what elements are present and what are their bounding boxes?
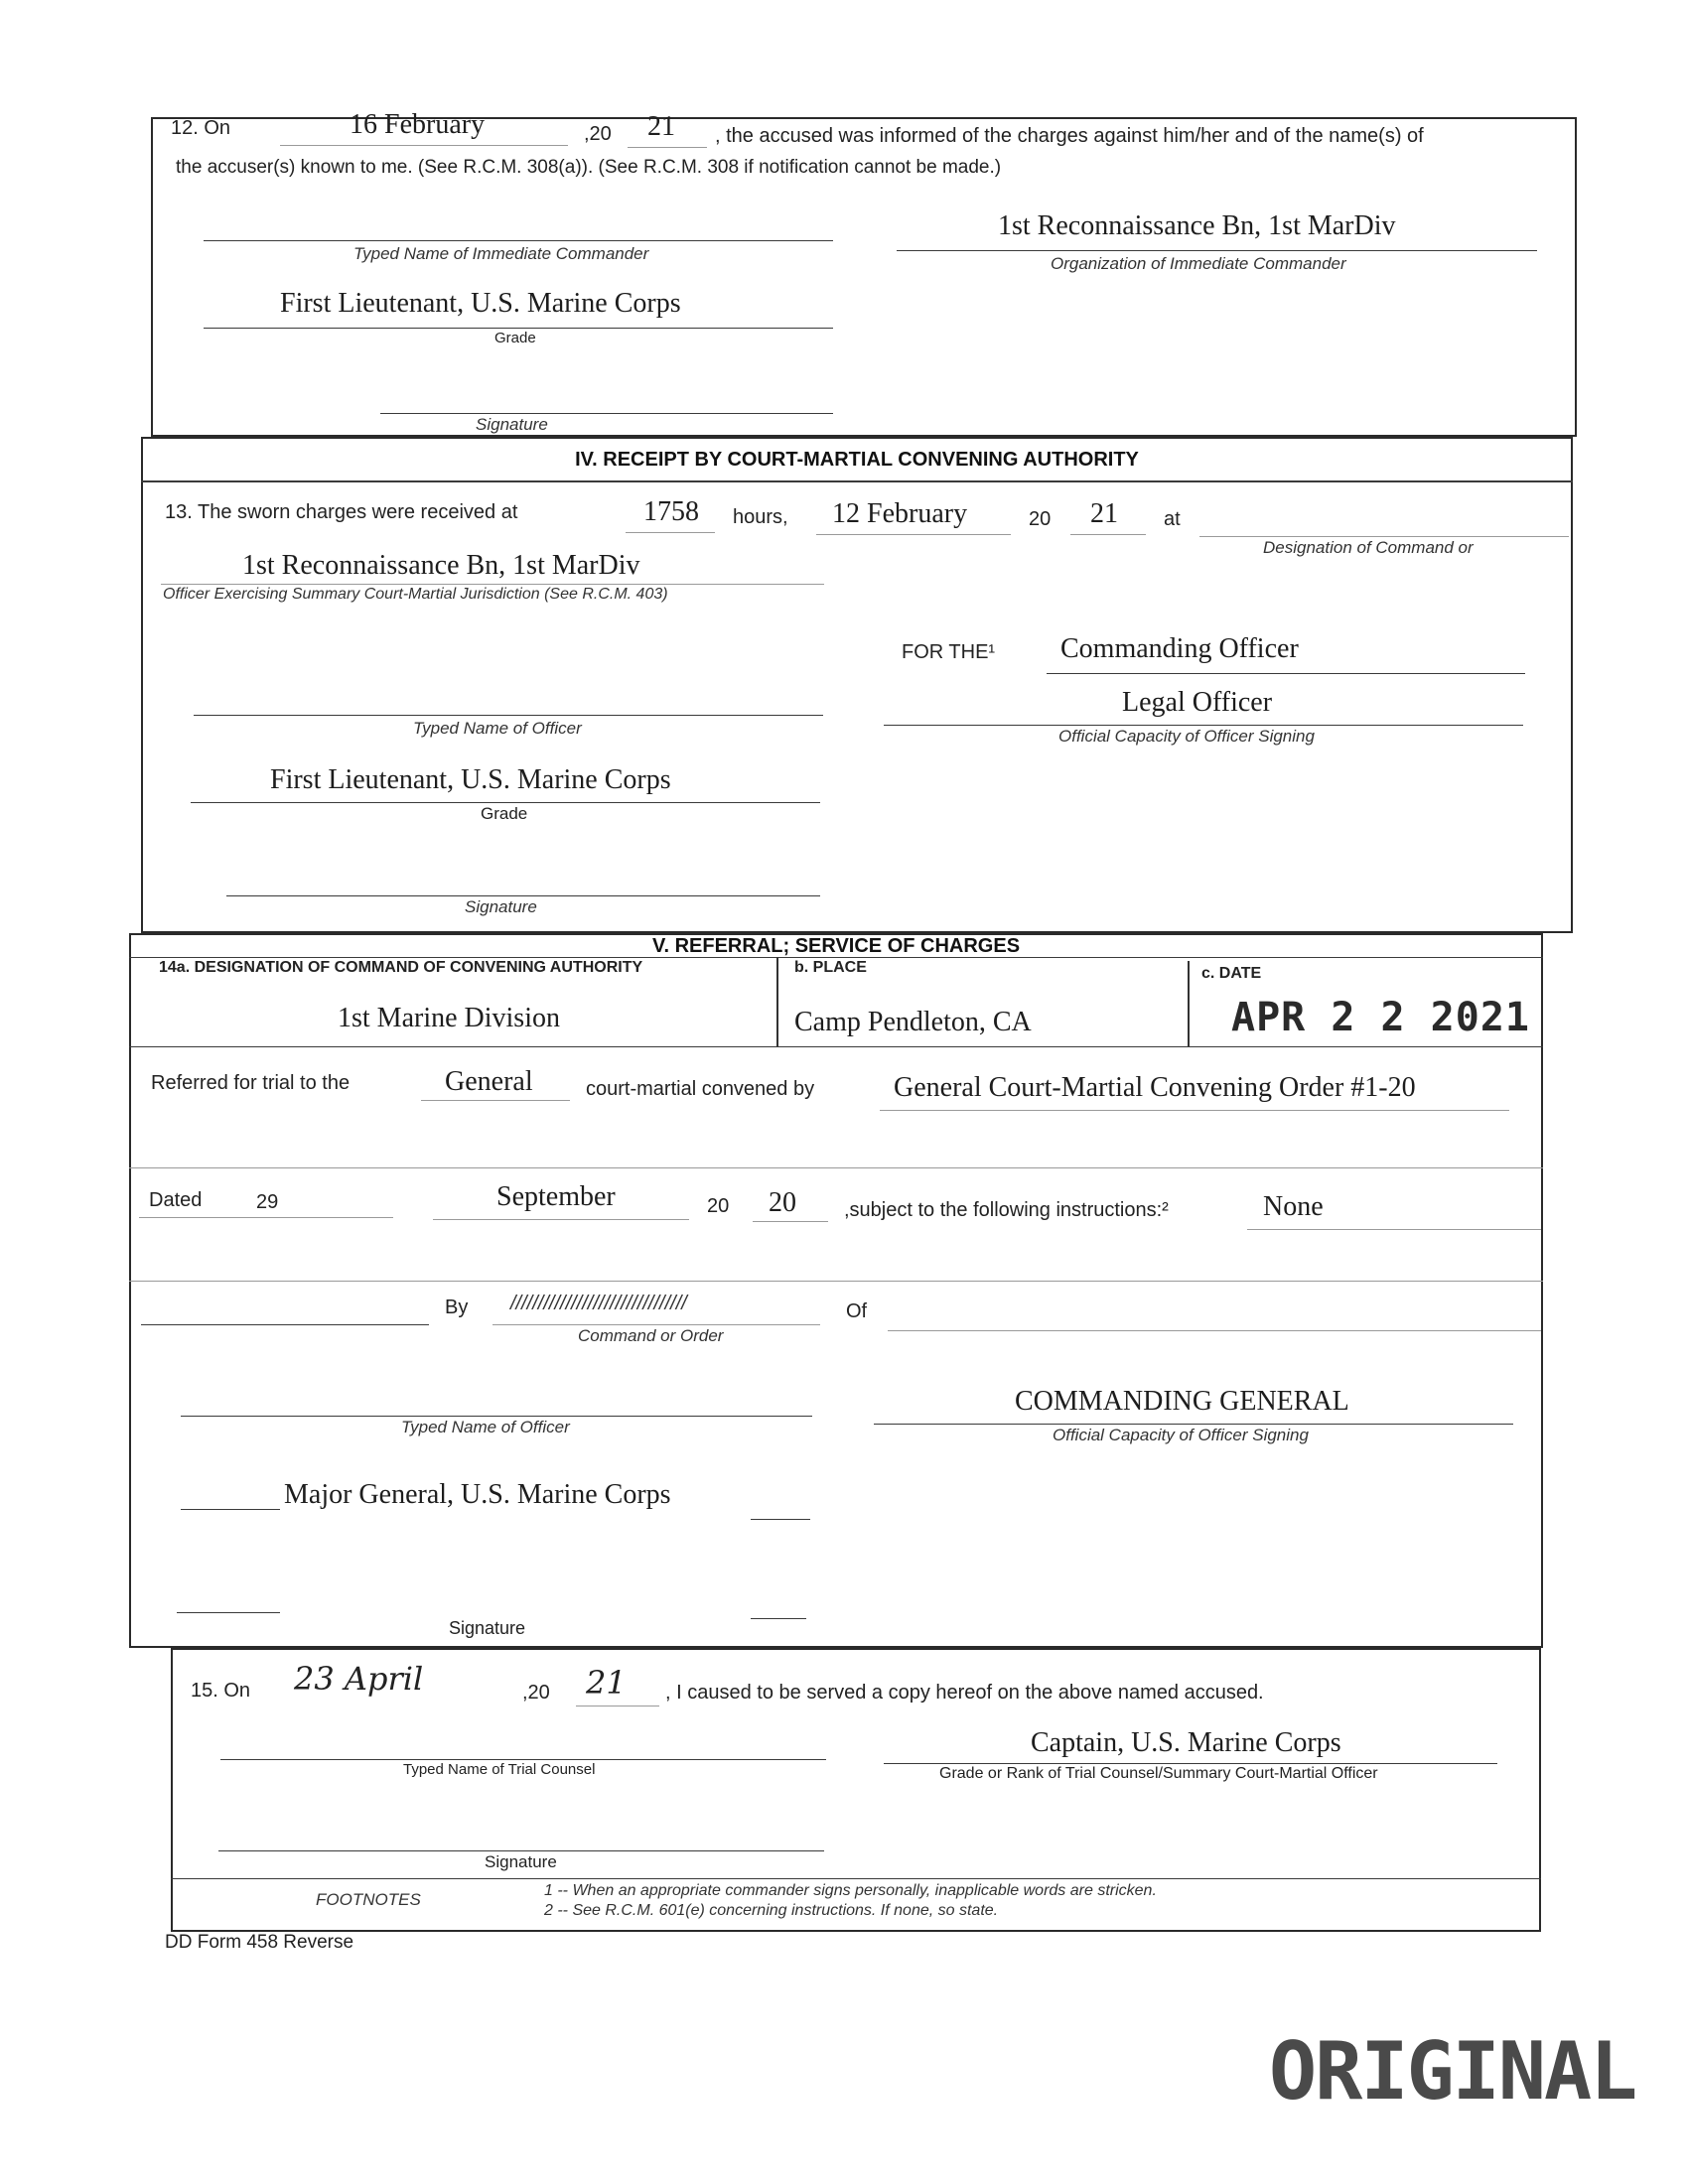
s13-date: 12 February (832, 498, 968, 529)
court-type: General (445, 1066, 533, 1097)
s15-grade-value: Captain, U.S. Marine Corps (1031, 1727, 1341, 1758)
s13-for-the: FOR THE¹ (902, 641, 996, 663)
s15-typed-name-label: Typed Name of Trial Counsel (403, 1761, 596, 1778)
command-or-order-label: Command or Order (578, 1326, 724, 1345)
s12-date: 16 February (350, 109, 486, 140)
s12-grade: First Lieutenant, U.S. Marine Corps (280, 288, 681, 319)
instructions-value: None (1263, 1191, 1324, 1222)
convening-order: General Court-Martial Convening Order #1-20 (894, 1072, 1416, 1103)
s5-capacity: COMMANDING GENERAL (1015, 1386, 1349, 1417)
dated-label: Dated (149, 1189, 203, 1211)
s12-organization: 1st Reconnaissance Bn, 1st MarDiv (998, 210, 1396, 241)
s13-capacity-2: Legal Officer (1122, 687, 1273, 718)
dated-day: 29 (256, 1191, 279, 1213)
s13-text: 13. The sworn charges were received at (165, 501, 518, 523)
s13-year: 21 (1090, 498, 1118, 529)
by-label: By (445, 1297, 469, 1318)
s12-signature-label: Signature (476, 415, 548, 434)
s13-capacity-1: Commanding Officer (1060, 633, 1299, 664)
s15-on: 15. On (191, 1680, 251, 1702)
s14c-date-stamp: APR 2 2 2021 (1231, 995, 1530, 1040)
s12-year: 21 (647, 111, 675, 142)
s12-text-line1: , the accused was informed of the charges against him/her and of the name(s) of (715, 125, 1424, 147)
s15-grade-label: Grade or Rank of Trial Counsel/Summary Court-Martial Officer (939, 1765, 1378, 1782)
s15-signature-label: Signature (485, 1852, 557, 1871)
s14b-value: Camp Pendleton, CA (794, 1007, 1032, 1037)
section-iv-header: IV. RECEIPT BY COURT-MARTIAL CONVENING AUTHORITY (575, 449, 1139, 471)
s13-designation-label: Designation of Command or (1263, 538, 1474, 557)
section-v-header: V. REFERRAL; SERVICE OF CHARGES (651, 935, 1021, 957)
original-stamp: ORIGINAL (1269, 2025, 1636, 2117)
footnote-1: 1 -- When an appropriate commander signs personally, inapplicable words are stricken. (544, 1882, 1157, 1899)
footnotes-label: FOOTNOTES (316, 1890, 421, 1909)
form-id: DD Form 458 Reverse (165, 1932, 354, 1953)
s14a-value: 1st Marine Division (338, 1003, 560, 1033)
s14b-label: b. PLACE (794, 959, 867, 976)
s5-capacity-label: Official Capacity of Officer Signing (1053, 1426, 1309, 1444)
referred-text: Referred for trial to the (151, 1072, 351, 1094)
s13-grade-label: Grade (481, 804, 528, 823)
by-value: //////////////////////////////// (510, 1293, 687, 1314)
s12-text-line2: the accuser(s) known to me. (See R.C.M. 308(a)). (See R.C.M. 308 if notification cannot be made.) (176, 157, 1002, 178)
s12-on: 12. On (171, 117, 231, 139)
s13-grade: First Lieutenant, U.S. Marine Corps (270, 764, 671, 795)
s12-typed-name-label: Typed Name of Immediate Commander (353, 244, 649, 263)
s15-text: , I caused to be served a copy hereof on the above named accused. (665, 1682, 1264, 1704)
s14a-label: 14a. DESIGNATION OF COMMAND OF CONVENING AUTHORITY (159, 959, 643, 976)
subject-text: ,subject to the following instructions:² (844, 1199, 1169, 1221)
s13-typed-name-label: Typed Name of Officer (413, 719, 582, 738)
s13-capacity-label: Official Capacity of Officer Signing (1058, 727, 1315, 746)
s15-year-prefix: ,20 (522, 1682, 550, 1704)
s13-at: at (1164, 508, 1181, 530)
dated-year-prefix: 20 (707, 1195, 730, 1217)
s5-grade: Major General, U.S. Marine Corps (284, 1479, 671, 1510)
s12-grade-label: Grade (494, 330, 536, 346)
s13-signature-label: Signature (465, 897, 537, 916)
section-v-box (129, 933, 1543, 1648)
s13-hours-label: hours, (733, 506, 788, 528)
dated-year: 20 (769, 1187, 796, 1218)
s15-year-handwritten: 21 (586, 1664, 627, 1702)
s13-command: 1st Reconnaissance Bn, 1st MarDiv (242, 550, 640, 581)
footnote-2: 2 -- See R.C.M. 601(e) concerning instructions. If none, so state. (544, 1902, 999, 1919)
s5-signature-label: Signature (449, 1618, 526, 1638)
s12-year-prefix: ,20 (584, 123, 612, 145)
s14c-label: c. DATE (1201, 965, 1262, 982)
s13-officer-label: Officer Exercising Summary Court-Martial Jurisdiction (See R.C.M. 403) (163, 586, 668, 603)
s15-date-handwritten: 23 April (294, 1660, 424, 1698)
s12-organization-label: Organization of Immediate Commander (1051, 254, 1346, 273)
s13-hours: 1758 (643, 496, 699, 527)
dated-month: September (496, 1181, 616, 1212)
s13-year-prefix: 20 (1029, 508, 1052, 530)
of-label: Of (846, 1300, 868, 1322)
convened-by: court-martial convened by (586, 1078, 815, 1100)
s5-typed-name-label: Typed Name of Officer (401, 1418, 570, 1436)
